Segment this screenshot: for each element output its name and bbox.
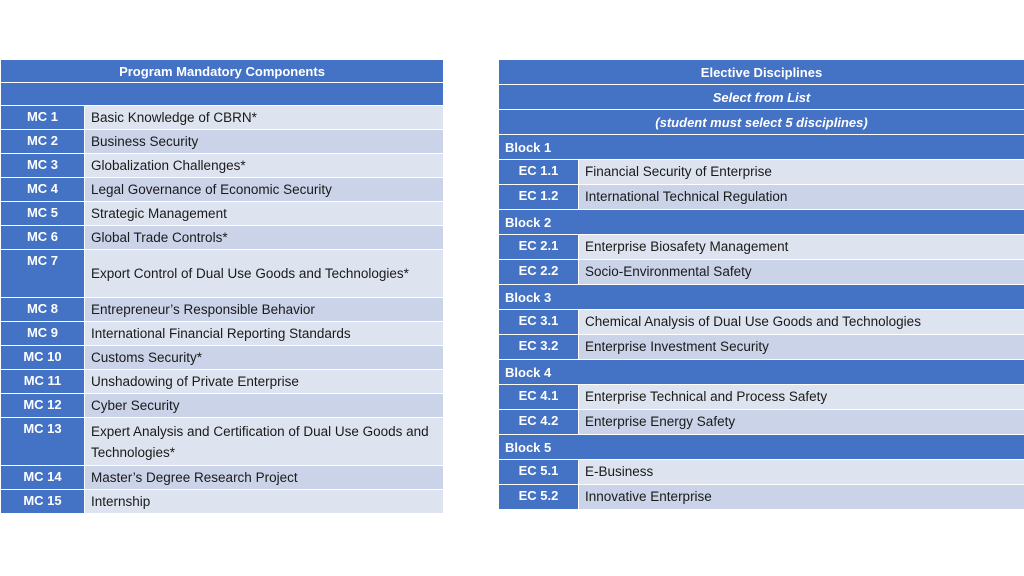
component-code: MC 3 xyxy=(1,154,85,178)
elective-name: Enterprise Biosafety Management xyxy=(579,235,1024,260)
component-name: Strategic Management xyxy=(85,202,444,226)
component-name: Customs Security* xyxy=(85,346,444,370)
table-row xyxy=(1,322,444,346)
table-row xyxy=(1,226,444,250)
table-row xyxy=(1,298,444,322)
table-row xyxy=(1,202,444,226)
component-name: Master’s Degree Research Project xyxy=(85,466,444,490)
component-name: Expert Analysis and Certification of Dual Use Goods and Technologies* xyxy=(85,418,444,466)
component-name: Internship xyxy=(85,490,444,514)
component-code: MC 6 xyxy=(1,226,85,250)
component-code: MC 12 xyxy=(1,394,85,418)
elective-code: EC 2.2 xyxy=(499,260,579,285)
table-row xyxy=(1,250,444,298)
elective-name: Chemical Analysis of Dual Use Goods and Technologies xyxy=(579,310,1024,335)
block-header: Block 2 xyxy=(499,210,1024,235)
elective-name: Enterprise Investment Security xyxy=(579,335,1024,360)
table-row xyxy=(1,490,444,514)
elective-name: Enterprise Energy Safety xyxy=(579,410,1024,435)
elective-code: EC 5.2 xyxy=(499,485,579,510)
elective-name: Socio-Environmental Safety xyxy=(579,260,1024,285)
component-code: MC 4 xyxy=(1,178,85,202)
table-row xyxy=(499,410,1024,435)
component-name: Business Security xyxy=(85,130,444,154)
table-row xyxy=(499,310,1024,335)
elective-disciplines-title: Elective Disciplines xyxy=(499,60,1024,85)
component-name: Entrepreneur’s Responsible Behavior xyxy=(85,298,444,322)
table-row xyxy=(499,185,1024,210)
elective-code: EC 4.1 xyxy=(499,385,579,410)
component-code: MC 10 xyxy=(1,346,85,370)
component-code: MC 13 xyxy=(1,418,85,466)
elective-code: EC 2.1 xyxy=(499,235,579,260)
elective-code: EC 3.1 xyxy=(499,310,579,335)
elective-code: EC 5.1 xyxy=(499,460,579,485)
elective-code: EC 1.2 xyxy=(499,185,579,210)
table-row xyxy=(1,394,444,418)
block-header: Block 1 xyxy=(499,135,1024,160)
component-code: MC 1 xyxy=(1,106,85,130)
elective-disciplines-table xyxy=(498,59,1024,510)
component-name: Basic Knowledge of CBRN* xyxy=(85,106,444,130)
elective-name: Innovative Enterprise xyxy=(579,485,1024,510)
component-code: MC 9 xyxy=(1,322,85,346)
component-name: Legal Governance of Economic Security xyxy=(85,178,444,202)
block-header: Block 5 xyxy=(499,435,1024,460)
table-row xyxy=(499,235,1024,260)
component-code: MC 2 xyxy=(1,130,85,154)
mandatory-components-table xyxy=(0,59,444,514)
table-row xyxy=(499,160,1024,185)
elective-code: EC 4.2 xyxy=(499,410,579,435)
table-row xyxy=(1,178,444,202)
component-code: MC 7 xyxy=(1,250,85,298)
table-row xyxy=(1,466,444,490)
elective-name: Financial Security of Enterprise xyxy=(579,160,1024,185)
select-from-list-subtitle: Select from List xyxy=(499,85,1024,110)
component-name: Export Control of Dual Use Goods and Technologies* xyxy=(85,250,444,298)
table-row xyxy=(1,106,444,130)
table-row xyxy=(499,460,1024,485)
elective-code: EC 1.1 xyxy=(499,160,579,185)
table-row xyxy=(499,385,1024,410)
block-header: Block 4 xyxy=(499,360,1024,385)
selection-note: (student must select 5 disciplines) xyxy=(499,110,1024,135)
table-row xyxy=(1,130,444,154)
component-name: Globalization Challenges* xyxy=(85,154,444,178)
table-row xyxy=(499,260,1024,285)
table-row xyxy=(1,346,444,370)
block-header: Block 3 xyxy=(499,285,1024,310)
component-code: MC 8 xyxy=(1,298,85,322)
table-row xyxy=(1,418,444,466)
table-row xyxy=(499,485,1024,510)
elective-name: E-Business xyxy=(579,460,1024,485)
elective-code: EC 3.2 xyxy=(499,335,579,360)
component-code: MC 5 xyxy=(1,202,85,226)
component-name: Unshadowing of Private Enterprise xyxy=(85,370,444,394)
component-code: MC 11 xyxy=(1,370,85,394)
table-row xyxy=(499,335,1024,360)
component-name: Global Trade Controls* xyxy=(85,226,444,250)
mandatory-components-title: Program Mandatory Components xyxy=(1,60,444,83)
component-name: Cyber Security xyxy=(85,394,444,418)
empty-header-row xyxy=(1,83,444,106)
elective-name: Enterprise Technical and Process Safety xyxy=(579,385,1024,410)
component-name: International Financial Reporting Standards xyxy=(85,322,444,346)
table-row xyxy=(1,370,444,394)
table-row xyxy=(1,154,444,178)
elective-name: International Technical Regulation xyxy=(579,185,1024,210)
component-code: MC 14 xyxy=(1,466,85,490)
component-code: MC 15 xyxy=(1,490,85,514)
